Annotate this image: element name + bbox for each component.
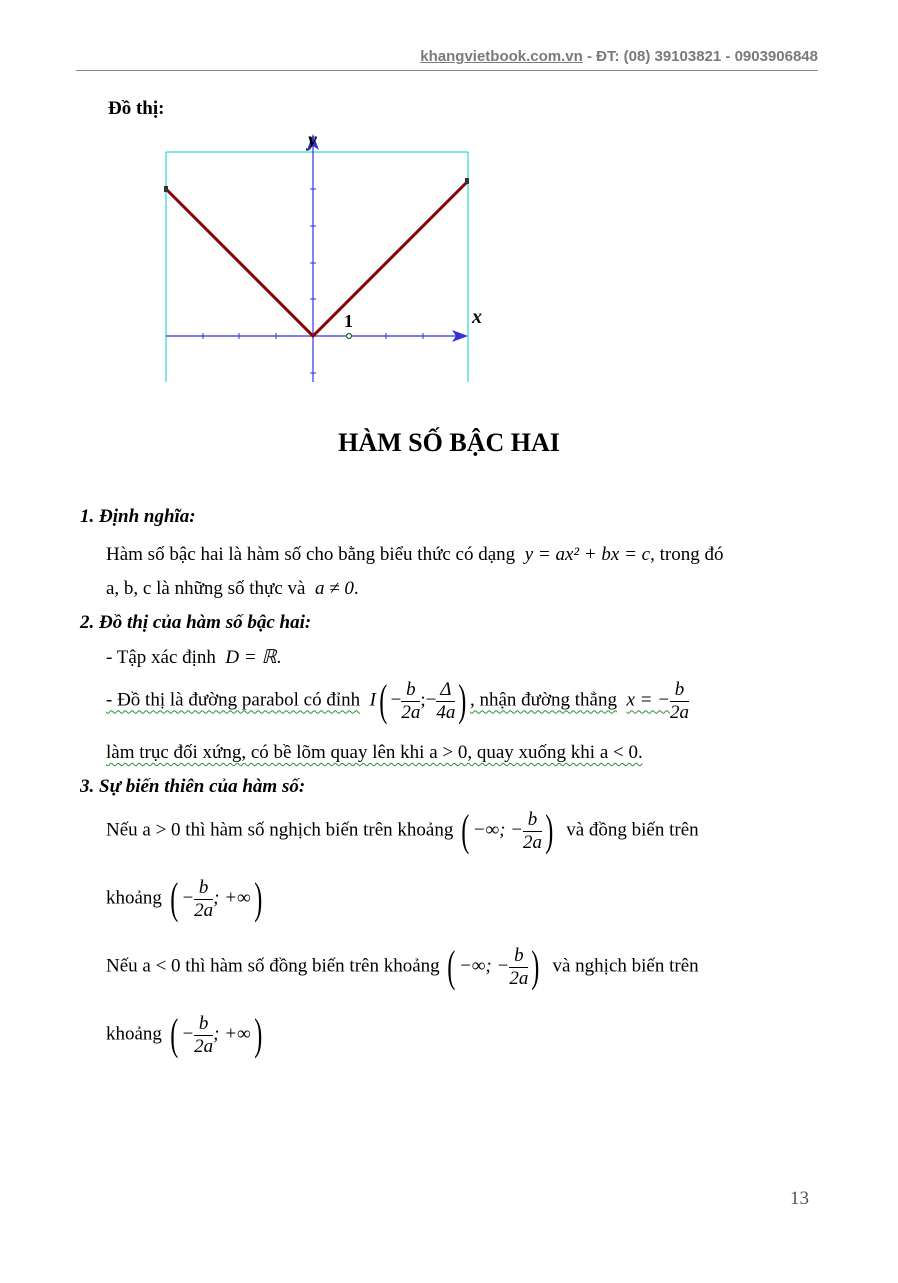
unit-point xyxy=(347,334,352,339)
paren-open: ( xyxy=(379,676,388,725)
abs-value-graph xyxy=(150,124,490,386)
s3-p1-neg-inf: −∞; − xyxy=(472,819,524,841)
curve-end-right xyxy=(465,178,469,184)
s1-line2-text: a, b, c là những số thực và xyxy=(106,578,306,599)
tick-label-1: 1 xyxy=(344,311,353,331)
s2-domain-formula: D = ℝ xyxy=(225,647,277,668)
s2-minus: − xyxy=(390,689,402,711)
section-3-para-2-cont: khoảng ( − $\frac{b}{2a}$ ; +∞) xyxy=(106,1010,262,1059)
frac-b-2a-p2b: $\frac{b}{2a}$ xyxy=(194,1012,214,1057)
page-number: 13 xyxy=(790,1188,809,1209)
s3-pos-inf-1: ; +∞ xyxy=(213,887,251,909)
s3-p1-text: Nếu a > 0 thì hàm số nghịch biến trên khoảng xyxy=(106,819,454,841)
s1-line2-formula: a ≠ 0 xyxy=(314,578,354,599)
s2-domain-text: - Tập xác định xyxy=(106,647,216,668)
s3-p2-neg-inf: −∞; − xyxy=(459,955,510,977)
s2-sep: ;− xyxy=(420,689,437,711)
section-3-heading: 3. Sự biến thiên của hàm số: xyxy=(80,776,306,797)
s1-line1-text: Hàm số bậc hai là hàm số cho bằng biểu thức có dạng xyxy=(106,544,516,565)
s2-vertex-text: - Đồ thị là đường parabol có đỉnh xyxy=(106,689,361,711)
header-site[interactable]: khangvietbook.com.vn xyxy=(420,48,583,65)
s3-p2-tail: và nghịch biến trên xyxy=(552,955,699,977)
section-3-para-1-cont: khoảng ( − $\frac{b}{2a}$ ; +∞) xyxy=(106,874,262,923)
page-header xyxy=(76,48,818,71)
s3-minus-1: − xyxy=(181,887,195,909)
s3-khoang-1: khoảng xyxy=(106,887,162,909)
s2-axis-text: , nhận đường thẳng xyxy=(469,689,617,711)
s1-line2-tail: . xyxy=(353,578,359,599)
s1-line1-formula: y = ax² + bx = c xyxy=(524,544,651,565)
section-3-para-2: Nếu a < 0 thì hàm số đồng biến trên khoảng ( −∞; − $\frac{b}{2a}$ ) và nghịch biến trên xyxy=(106,942,699,991)
s3-khoang-2: khoảng xyxy=(106,1023,162,1045)
y-axis-label: y xyxy=(308,129,317,151)
paren-close: ) xyxy=(458,676,467,725)
frac-b-2a-p1b: $\frac{b}{2a}$ xyxy=(194,876,214,921)
section-1-line-2 xyxy=(106,578,816,600)
frac-b-2a: $\frac{b}{2a}$ xyxy=(401,678,421,723)
s2-vertex-I: I xyxy=(369,689,376,711)
s3-minus-2: − xyxy=(181,1023,195,1045)
abs-curve xyxy=(166,181,468,336)
section-2-heading: 2. Đồ thị của hàm số bậc hai: xyxy=(80,612,312,633)
frac-b-2a-p2: $\frac{b}{2a}$ xyxy=(509,944,529,989)
section-1-line-1 xyxy=(106,544,816,566)
section-1-heading: 1. Định nghĩa: xyxy=(80,506,196,527)
s2-axis-x: x = − xyxy=(626,689,671,711)
s2-line3: làm trục đối xứng, có bề lõm quay lên khi a > 0, quay xuống khi a < 0. xyxy=(106,742,643,763)
x-axis-label: x xyxy=(472,306,482,328)
s3-p1-tail: và đồng biến trên xyxy=(566,819,699,841)
s3-pos-inf-2: ; +∞ xyxy=(213,1023,251,1045)
section-2-line-3 xyxy=(106,742,816,764)
frac-b-2a-p1: $\frac{b}{2a}$ xyxy=(523,808,543,853)
frac-delta-4a: $\frac{\Delta}{4a}$ xyxy=(436,678,456,723)
section-2-vertex-line xyxy=(106,676,816,726)
header-contact: - ĐT: (08) 39103821 - 0903906848 xyxy=(582,48,818,65)
frac-b-2a-axis: $\frac{b}{2a}$ xyxy=(670,678,690,723)
section-3-para-1: Nếu a > 0 thì hàm số nghịch biến trên khoảng ( −∞; − $\frac{b}{2a}$ ) và đồng biến trên xyxy=(106,806,699,855)
curve-end-left xyxy=(164,186,168,192)
s3-p2-text: Nếu a < 0 thì hàm số đồng biến trên khoảng xyxy=(106,955,440,977)
graph-label: Đồ thị: xyxy=(108,98,165,119)
section-2-domain xyxy=(106,646,816,669)
page-title: HÀM SỐ BẬC HAI xyxy=(338,428,560,457)
s1-line1-tail: , trong đó xyxy=(650,544,724,565)
s2-domain-tail: . xyxy=(276,647,282,668)
